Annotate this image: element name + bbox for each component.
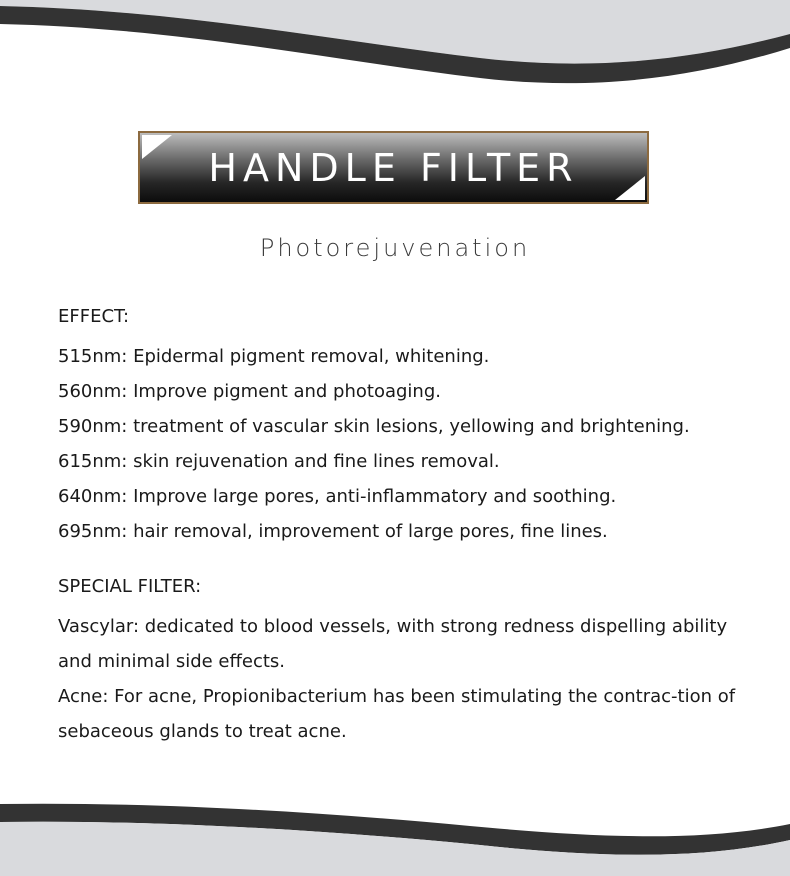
effect-item: 560nm: Improve pigment and photoaging.: [58, 381, 441, 402]
subtitle: Photorejuvenation: [259, 234, 531, 262]
special-filter-heading: SPECIAL FILTER:: [58, 576, 202, 597]
special-filter-paragraph: Acne: For acne, Propionibacterium has been stimulating the contrac-tion of sebaceous glands to treat acne.: [58, 686, 736, 742]
effect-item: 590nm: treatment of vascular skin lesions, yellowing and brightening.: [58, 416, 690, 437]
special-filter-text: [58, 609, 738, 749]
effect-list: [58, 339, 758, 549]
top-wave-decoration: [0, 0, 790, 100]
effect-item: 515nm: Epidermal pigment removal, whitening.: [58, 346, 490, 367]
title-banner: [138, 131, 649, 204]
effect-item: 695nm: hair removal, improvement of large pores, fine lines.: [58, 521, 608, 542]
special-filter-paragraph: Vascylar: dedicated to blood vessels, with strong redness dispelling ability and minimal side effects.: [58, 616, 728, 672]
banner-title: HANDLE FILTER: [208, 146, 579, 190]
effect-heading: EFFECT:: [58, 306, 130, 327]
content-area: [58, 300, 758, 749]
effect-item: 615nm: skin rejuvenation and fine lines removal.: [58, 451, 500, 472]
bottom-wave-decoration: [0, 790, 790, 876]
effect-item: 640nm: Improve large pores, anti-inflammatory and soothing.: [58, 486, 617, 507]
